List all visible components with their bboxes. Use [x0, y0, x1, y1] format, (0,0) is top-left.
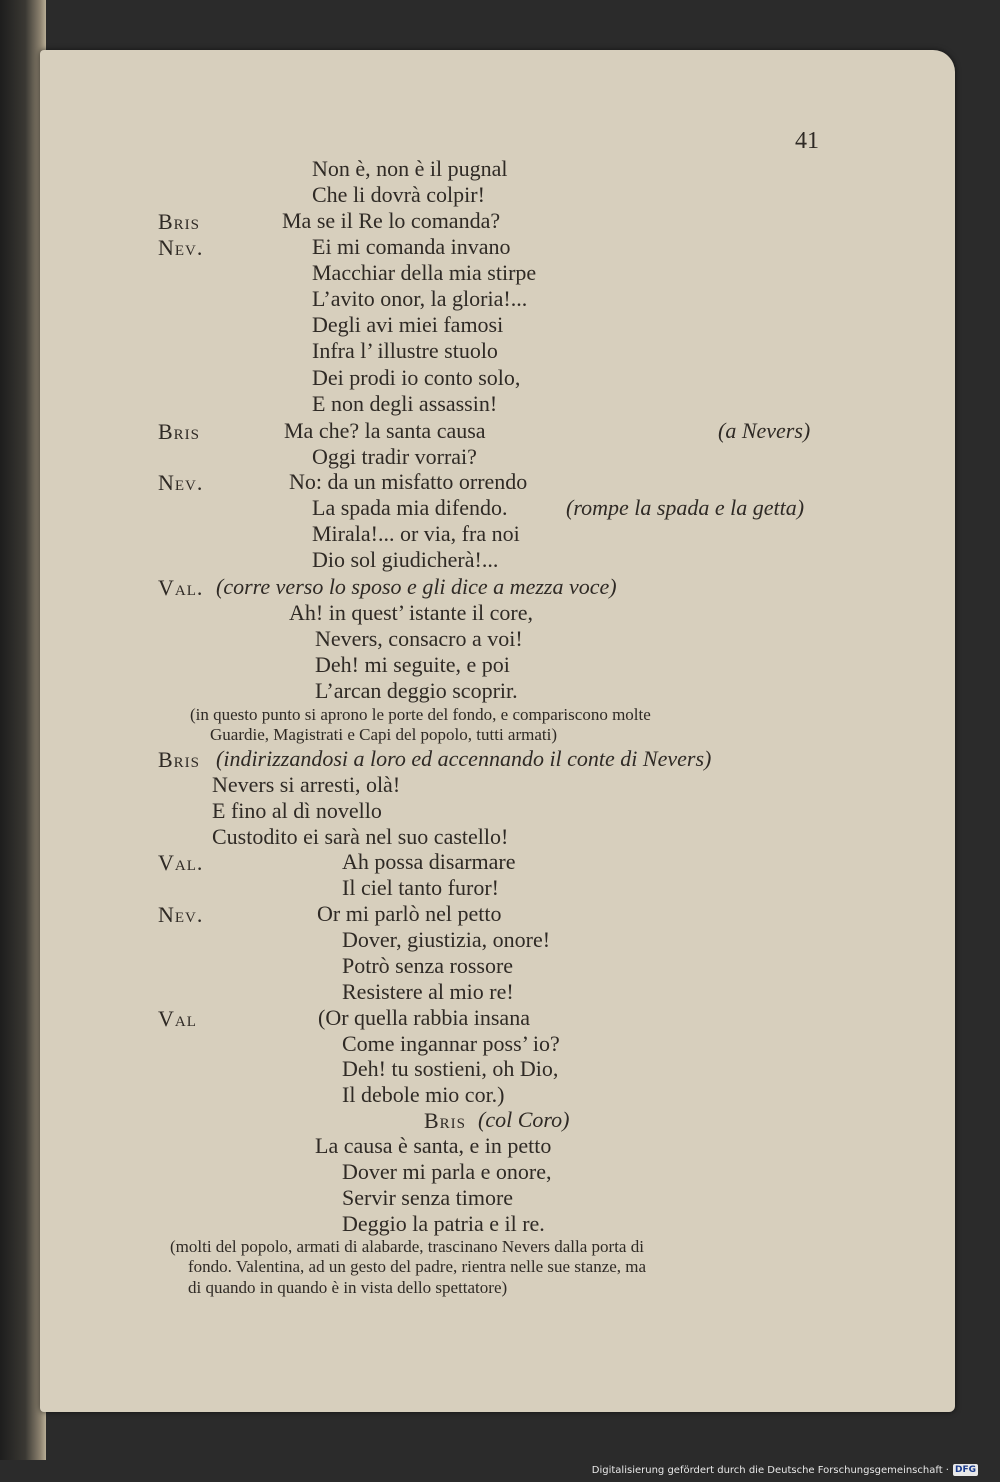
- stage-note: fondo. Valentina, ad un gesto del padre, rientra nelle sue stanze, ma: [188, 1257, 647, 1276]
- digitization-footer: [592, 1464, 978, 1476]
- stage-note: (molti del popolo, armati di alabarde, trascinano Nevers dalla porta di: [170, 1237, 644, 1256]
- stage-direction: (rompe la spada e la getta): [566, 495, 805, 520]
- verse-line: L’avito onor, la gloria!...: [312, 286, 528, 311]
- verse-line: Che li dovrà colpir!: [312, 182, 485, 207]
- verse-line: Ah possa disarmare: [342, 849, 516, 874]
- verse-line: Or mi parlò nel petto: [317, 901, 502, 926]
- verse-line: Nevers, consacro a voi!: [315, 626, 523, 651]
- verse-line: Oggi tradir vorrai?: [312, 444, 477, 469]
- verse-line: Ei mi comanda invano: [312, 234, 511, 259]
- speaker-label: Bris: [424, 1108, 467, 1133]
- verse-line: Deggio la patria e il re.: [342, 1211, 545, 1236]
- speaker-label: Val.: [158, 575, 204, 600]
- verse-line: Ma che? la santa causa: [284, 418, 486, 443]
- verse-line: No: da un misfatto orrendo: [289, 469, 528, 494]
- verse-line: La causa è santa, e in petto: [315, 1133, 552, 1158]
- verse-line: Nevers si arresti, olà!: [212, 772, 401, 797]
- footer-text: Digitalisierung gefördert durch die Deutsche Forschungsgemeinschaft ·: [591, 1464, 949, 1476]
- verse-line: Deh! tu sostieni, oh Dio,: [342, 1056, 559, 1081]
- verse-line: Dover mi parla e onore,: [342, 1159, 552, 1184]
- verse-line: Infra l’ illustre stuolo: [312, 338, 498, 363]
- verse-line: Dover, giustizia, onore!: [342, 927, 551, 952]
- speaker-label: Nev.: [158, 235, 204, 260]
- speaker-label: Bris: [158, 747, 201, 772]
- verse-line: Custodito ei sarà nel suo castello!: [212, 824, 509, 849]
- verse-line: E fino al dì novello: [212, 798, 382, 823]
- verse-line: Ah! in quest’ istante il core,: [289, 600, 533, 625]
- verse-line: L’arcan deggio scoprir.: [315, 678, 518, 703]
- verse-line: Macchiar della mia stirpe: [312, 260, 537, 285]
- speaker-label: Nev.: [158, 470, 204, 495]
- speaker-label: Val.: [158, 850, 204, 875]
- verse-line: Resistere al mio re!: [342, 979, 514, 1004]
- verse-line: Dei prodi io conto solo,: [312, 365, 521, 390]
- verse-line: Il ciel tanto furor!: [342, 875, 499, 900]
- verse-line: Ma se il Re lo comanda?: [282, 208, 501, 233]
- verse-line: (Or quella rabbia insana: [318, 1005, 530, 1030]
- dfg-logo-icon: DFG: [954, 1465, 976, 1475]
- verse-line: Non è, non è il pugnal: [312, 156, 508, 181]
- verse-line: Mirala!... or via, fra noi: [312, 521, 520, 546]
- stage-direction: (col Coro): [478, 1107, 570, 1132]
- verse-line: Come ingannar poss’ io?: [342, 1031, 560, 1056]
- verse-line: Potrò senza rossore: [342, 953, 514, 978]
- speaker-label: Bris: [158, 209, 201, 234]
- verse-line: Il debole mio cor.): [342, 1082, 505, 1107]
- stage-note: Guardie, Magistrati e Capi del popolo, tutti armati): [210, 725, 557, 744]
- stage-direction: (a Nevers): [718, 418, 811, 443]
- stage-note: (in questo punto si aprono le porte del fondo, e compariscono molte: [190, 705, 651, 724]
- verse-line: Degli avi miei famosi: [312, 312, 504, 337]
- verse-line: Deh! mi seguite, e poi: [315, 652, 510, 677]
- speaker-label: Nev.: [158, 902, 204, 927]
- stage-direction: (indirizzandosi a loro ed accennando il conte di Nevers): [216, 746, 712, 771]
- speaker-label: Bris: [158, 419, 201, 444]
- verse-line: E non degli assassin!: [312, 391, 498, 416]
- speaker-label: Val: [158, 1006, 197, 1031]
- verse-line: Servir senza timore: [342, 1185, 514, 1210]
- stage-direction: (corre verso lo sposo e gli dice a mezza voce): [216, 574, 617, 599]
- stage-note: di quando in quando è in vista dello spettatore): [188, 1278, 508, 1297]
- verse-line: La spada mia difendo.: [312, 495, 508, 520]
- verse-line: Dio sol giudicherà!...: [312, 547, 499, 572]
- page-number: 41: [795, 128, 819, 154]
